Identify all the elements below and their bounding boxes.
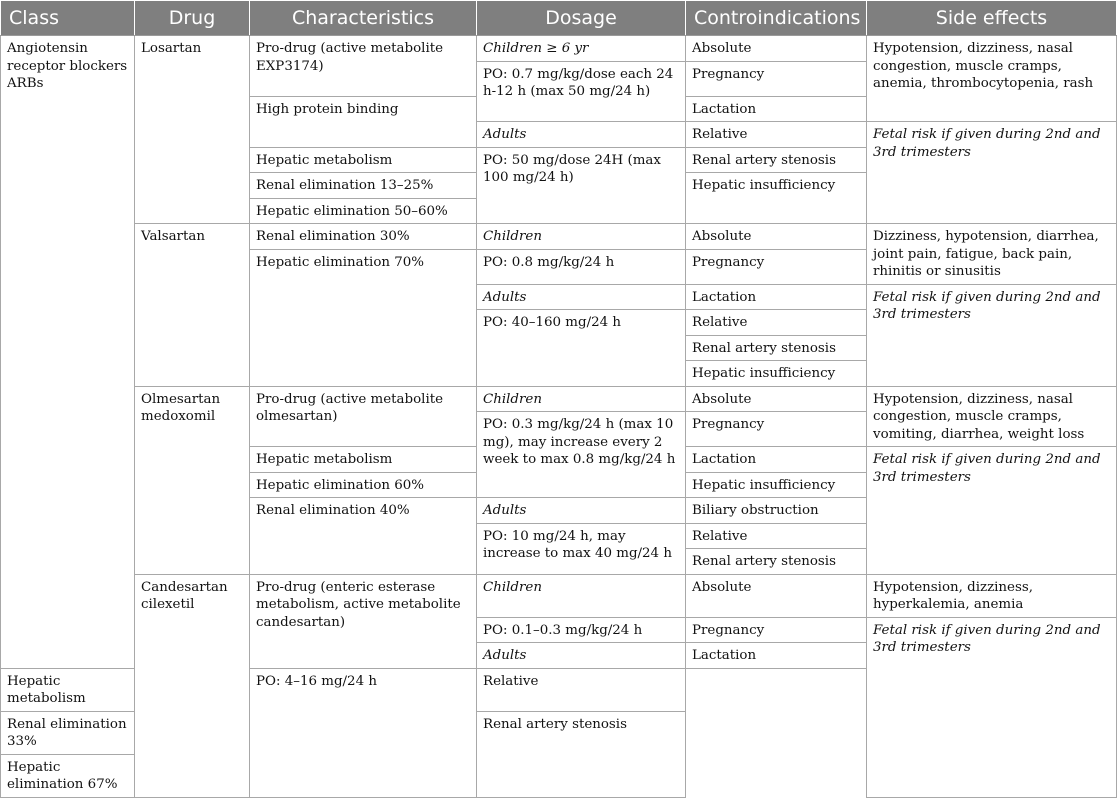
contraindication-cell: Lactation xyxy=(686,643,867,669)
characteristic-cell: Hepatic metabolism xyxy=(1,668,135,711)
fetal-risk-cell: Fetal risk if given during 2nd and 3rd trimesters xyxy=(867,122,1117,224)
contraindication-cell: Pregnancy xyxy=(686,412,867,447)
header-drug: Drug xyxy=(135,1,250,36)
dosage-group-label: Adults xyxy=(477,498,686,524)
contraindication-cell: Biliary obstruction xyxy=(686,498,867,524)
contraindication-cell: Absolute xyxy=(686,224,867,250)
side-effects-cell: Hypotension, dizziness, nasal congestion, muscle cramps, vomiting, diarrhea, weight loss xyxy=(867,386,1117,447)
contraindication-cell: Hepatic insufficiency xyxy=(686,173,867,224)
header-dosage: Dosage xyxy=(477,1,686,36)
characteristic-cell: Hepatic metabolism xyxy=(250,147,477,173)
contraindication-cell: Renal artery stenosis xyxy=(686,147,867,173)
contraindication-cell: Hepatic insufficiency xyxy=(686,361,867,387)
dosage-cell: PO: 4–16 mg/24 h xyxy=(250,668,477,797)
contraindication-cell: Renal artery stenosis xyxy=(686,549,867,575)
characteristic-cell: High protein binding xyxy=(250,96,477,147)
contraindication-cell: Pregnancy xyxy=(686,61,867,96)
characteristic-cell: Renal elimination 33% xyxy=(1,711,135,754)
characteristic-cell: Renal elimination 13–25% xyxy=(250,173,477,199)
header-contraindications: Controindications xyxy=(686,1,867,36)
dosage-group-label: Adults xyxy=(477,284,686,310)
characteristic-cell: Hepatic elimination 70% xyxy=(250,249,477,386)
dosage-cell: PO: 0.3 mg/kg/24 h (max 10 mg), may increase every 2 week to max 0.8 mg/kg/24 h xyxy=(477,412,686,498)
contraindication-cell: Lactation xyxy=(686,447,867,473)
contraindication-cell: Relative xyxy=(686,122,867,148)
dosage-group-label: Children xyxy=(477,386,686,412)
characteristic-cell: Hepatic elimination 67% xyxy=(1,754,135,797)
table-row xyxy=(1,574,1117,617)
dosage-group-label: Adults xyxy=(477,122,686,148)
characteristic-cell: Renal elimination 30% xyxy=(250,224,477,250)
dosage-group-label: Children xyxy=(477,574,686,617)
fetal-risk-cell: Fetal risk if given during 2nd and 3rd trimesters xyxy=(867,284,1117,386)
dosage-cell: PO: 10 mg/24 h, may increase to max 40 mg/24 h xyxy=(477,523,686,574)
contraindication-cell: Lactation xyxy=(686,284,867,310)
table-row xyxy=(1,224,1117,250)
dosage-cell: PO: 50 mg/dose 24H (max 100 mg/24 h) xyxy=(477,147,686,224)
side-effects-cell: Hypotension, dizziness, hyperkalemia, anemia xyxy=(867,574,1117,617)
characteristic-cell: Pro-drug (active metabolite EXP3174) xyxy=(250,36,477,97)
side-effects-cell: Dizziness, hypotension, diarrhea, joint pain, fatigue, back pain, rhinitis or sinusitis xyxy=(867,224,1117,285)
contraindication-cell: Hepatic insufficiency xyxy=(686,472,867,498)
contraindication-cell: Pregnancy xyxy=(686,617,867,643)
header-class: Class xyxy=(1,1,135,36)
characteristic-cell: Hepatic elimination 50–60% xyxy=(250,198,477,224)
contraindication-cell: Absolute xyxy=(686,574,867,617)
contraindication-cell: Relative xyxy=(686,310,867,336)
contraindication-cell: Pregnancy xyxy=(686,249,867,284)
drug-name-losartan: Losartan xyxy=(135,36,250,224)
contraindication-cell: Relative xyxy=(477,668,686,711)
table-row xyxy=(1,386,1117,412)
characteristic-cell: Pro-drug (enteric esterase metabolism, active metabolite candesartan) xyxy=(250,574,477,668)
characteristic-cell: Pro-drug (active metabolite olmesartan) xyxy=(250,386,477,447)
header-row xyxy=(1,1,1117,36)
dosage-cell: PO: 40–160 mg/24 h xyxy=(477,310,686,387)
contraindication-cell: Renal artery stenosis xyxy=(686,335,867,361)
class-cell: Angiotensin receptor blockers ARBs xyxy=(1,36,135,669)
header-side-effects: Side effects xyxy=(867,1,1117,36)
fetal-risk-cell: Fetal risk if given during 2nd and 3rd trimesters xyxy=(867,617,1117,797)
contraindication-cell: Absolute xyxy=(686,386,867,412)
dosage-group-label: Children ≥ 6 yr xyxy=(477,36,686,62)
dosage-cell: PO: 0.7 mg/kg/dose each 24 h-12 h (max 50 mg/24 h) xyxy=(477,61,686,122)
header-characteristics: Characteristics xyxy=(250,1,477,36)
dosage-cell: PO: 0.1–0.3 mg/kg/24 h xyxy=(477,617,686,643)
drug-name-olmesartan: Olmesartan medoxomil xyxy=(135,386,250,574)
characteristic-cell: Hepatic metabolism xyxy=(250,447,477,473)
contraindication-cell: Absolute xyxy=(686,36,867,62)
contraindication-cell: Lactation xyxy=(686,96,867,122)
drug-name-valsartan: Valsartan xyxy=(135,224,250,387)
fetal-risk-cell: Fetal risk if given during 2nd and 3rd trimesters xyxy=(867,447,1117,575)
contraindication-cell: Relative xyxy=(686,523,867,549)
dosage-cell: PO: 0.8 mg/kg/24 h xyxy=(477,249,686,284)
dosage-group-label: Adults xyxy=(477,643,686,669)
table-row xyxy=(1,36,1117,62)
drug-name-candesartan: Candesartan cilexetil xyxy=(135,574,250,797)
characteristic-cell: Renal elimination 40% xyxy=(250,498,477,575)
characteristic-cell: Hepatic elimination 60% xyxy=(250,472,477,498)
contraindication-cell: Renal artery stenosis xyxy=(477,711,686,797)
side-effects-cell: Hypotension, dizziness, nasal congestion, muscle cramps, anemia, thrombocytopenia, rash xyxy=(867,36,1117,122)
dosage-group-label: Children xyxy=(477,224,686,250)
